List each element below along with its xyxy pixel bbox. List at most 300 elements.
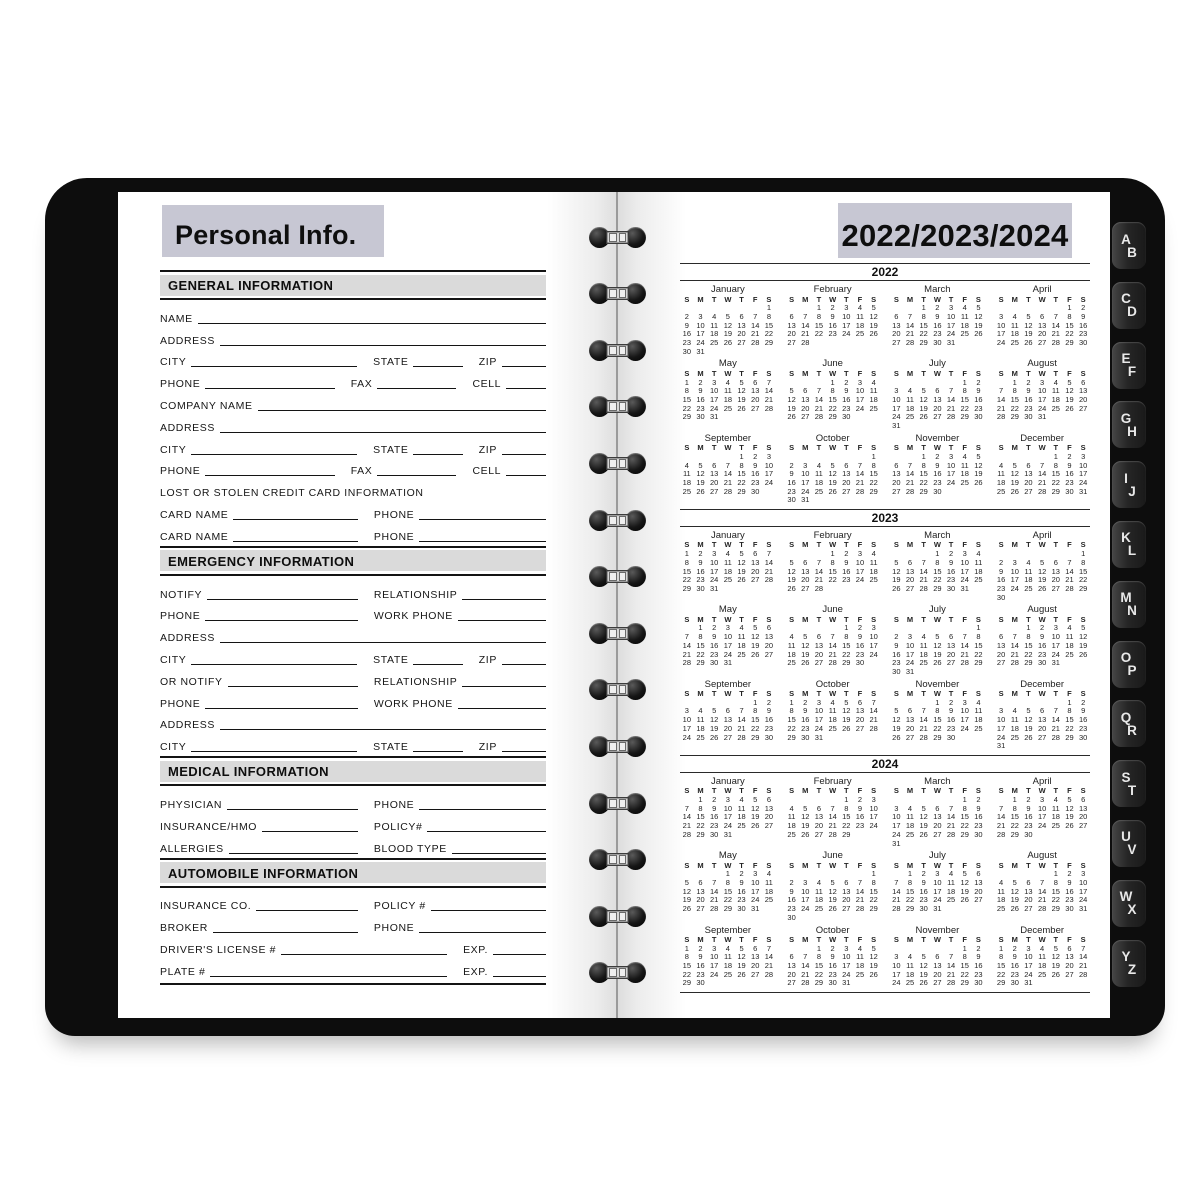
day-cell: 28	[919, 583, 928, 593]
month-grid	[785, 787, 881, 839]
month-january-2024	[680, 777, 776, 848]
field-label: EXP.	[463, 943, 489, 956]
day-cell: 20	[933, 821, 942, 831]
day-cell: 14	[855, 886, 865, 896]
field-label: STATE	[373, 741, 409, 754]
month-name: December	[1020, 924, 1065, 936]
day-cell: 29	[933, 732, 942, 742]
weekday-header: M	[906, 294, 914, 304]
day-cell: 30	[682, 346, 691, 356]
day-cell: 28	[1010, 658, 1019, 668]
day-cell: 18	[723, 566, 733, 576]
day-cell: 13	[1024, 886, 1033, 896]
tab-letter: K	[1121, 530, 1131, 546]
weekday-header: S	[998, 689, 1004, 699]
form-field	[160, 843, 358, 855]
month-grid	[680, 541, 776, 593]
day-cell: 26	[682, 904, 691, 914]
form-field	[160, 821, 358, 833]
day-cell: 5	[1053, 943, 1058, 953]
month-grid	[680, 444, 776, 496]
day-cell: 26	[787, 412, 796, 422]
day-cell: 6	[1081, 377, 1086, 387]
day-cell: 7	[1053, 706, 1058, 716]
day-cell: 23	[828, 329, 837, 339]
day-cell: 3	[948, 303, 954, 313]
day-cell: 5	[1040, 557, 1045, 567]
months-row	[680, 285, 1090, 356]
day-cell: 3	[871, 795, 876, 805]
day-cell: 3	[962, 549, 967, 559]
day-cell: 26	[974, 477, 983, 487]
day-cell: 9	[789, 469, 794, 479]
day-cell: 22	[1065, 723, 1074, 733]
day-cell: 22	[682, 969, 691, 979]
day-cell: 22	[1010, 403, 1019, 413]
weekday-header: S	[975, 443, 981, 453]
month-name: September	[704, 924, 752, 936]
day-cell: 10	[696, 320, 705, 330]
blank-line	[462, 686, 546, 687]
weekday-header: S	[684, 540, 690, 550]
form-field	[373, 741, 463, 753]
weekday-header: S	[766, 614, 772, 624]
weekday-header: W	[724, 614, 732, 624]
day-cell: 25	[974, 723, 983, 733]
weekday-header: F	[857, 689, 863, 699]
day-cell: 4	[857, 303, 863, 313]
form-row	[160, 666, 546, 688]
form-field	[351, 378, 457, 390]
form-row	[160, 390, 546, 412]
section-title: GENERAL INFORMATION	[160, 275, 546, 296]
day-cell: 12	[960, 878, 969, 888]
field-label: PHONE	[160, 610, 201, 623]
day-cell: 7	[816, 557, 822, 567]
day-cell: 28	[1037, 904, 1047, 914]
day-cell: 22	[905, 895, 915, 905]
weekday-header: S	[684, 614, 690, 624]
day-cell: 10	[905, 640, 915, 650]
weekday-header: T	[921, 689, 926, 699]
weekday-header: S	[684, 443, 690, 453]
blank-line	[377, 388, 456, 389]
day-cell: 2	[1026, 795, 1031, 805]
day-cell: 2	[948, 697, 954, 707]
day-cell: 4	[976, 697, 981, 707]
day-cell: 25	[723, 575, 733, 585]
month-august-2023	[994, 605, 1090, 676]
weekday-header: S	[684, 368, 690, 378]
day-cell: 5	[921, 386, 926, 396]
months-row	[680, 531, 1090, 602]
day-cell: 25	[723, 969, 733, 979]
section-header	[160, 858, 546, 888]
day-cell: 26	[919, 829, 928, 839]
tab-letter: A	[1121, 231, 1131, 247]
day-cell: 7	[684, 632, 689, 642]
day-cell: 7	[1040, 878, 1045, 888]
day-cell: 8	[962, 952, 967, 962]
day-cell: 15	[682, 961, 691, 971]
day-cell: 20	[751, 394, 760, 404]
day-cell: 28	[751, 337, 760, 347]
day-cell: 3	[894, 803, 899, 813]
day-cell: 11	[737, 632, 746, 642]
field-label: INSURANCE/HMO	[160, 820, 258, 833]
weekday-header: M	[906, 614, 914, 624]
weekday-header: S	[871, 443, 877, 453]
day-cell: 4	[1026, 557, 1031, 567]
weekday-header: M	[1011, 935, 1018, 944]
day-cell: 3	[712, 377, 717, 387]
weekday-header: W	[829, 540, 837, 550]
day-cell: 15	[1010, 812, 1019, 822]
day-cell: 27	[751, 969, 760, 979]
day-cell: 3	[948, 451, 954, 461]
blank-line	[228, 686, 358, 687]
day-cell: 13	[905, 566, 915, 576]
month-grid	[785, 541, 881, 593]
day-cell: 3	[766, 451, 771, 461]
day-cell: 2	[739, 869, 744, 879]
day-cell: 10	[996, 320, 1006, 330]
day-cell: 20	[1024, 895, 1033, 905]
day-cell: 10	[710, 557, 719, 567]
day-cell: 22	[869, 477, 878, 487]
day-cell: 10	[933, 878, 942, 888]
weekday-header: T	[921, 614, 926, 624]
weekday-header: F	[752, 935, 758, 944]
day-cell: 23	[919, 895, 928, 905]
calendar-page	[617, 192, 1110, 1018]
form-row	[160, 789, 546, 811]
day-cell: 28	[855, 486, 865, 496]
day-cell: 7	[1012, 632, 1017, 642]
day-cell: 31	[892, 838, 901, 848]
day-cell: 18	[696, 723, 705, 733]
day-cell: 8	[1026, 632, 1031, 642]
day-cell: 24	[842, 969, 851, 979]
day-cell: 8	[1012, 386, 1017, 396]
weekday-header: W	[933, 689, 941, 699]
day-cell: 3	[803, 878, 808, 888]
day-cell: 24	[1078, 895, 1088, 905]
day-cell: 24	[710, 403, 719, 413]
day-cell: 31	[710, 583, 719, 593]
day-cell: 28	[919, 732, 928, 742]
personal-info-page	[118, 192, 617, 1018]
day-cell: 1	[935, 549, 940, 559]
day-cell: 18	[764, 886, 774, 896]
day-cell: 23	[946, 575, 956, 585]
day-cell: 25	[1010, 337, 1019, 347]
day-cell: 25	[1065, 649, 1074, 659]
month-september-2024	[680, 926, 776, 989]
weekday-header: S	[871, 689, 877, 699]
weekday-header: T	[711, 443, 717, 453]
day-cell: 10	[855, 557, 865, 567]
day-cell: 6	[1040, 706, 1045, 716]
day-cell: 20	[1065, 961, 1074, 971]
day-cell: 7	[857, 460, 863, 470]
day-cell: 14	[814, 394, 824, 404]
form-field	[160, 589, 358, 601]
day-cell: 1	[844, 623, 849, 633]
day-cell: 23	[682, 337, 691, 347]
day-cell: 4	[1012, 311, 1017, 321]
day-cell: 3	[1026, 943, 1031, 953]
month-grid	[680, 690, 776, 742]
day-cell: 1	[871, 869, 876, 879]
month-name: August	[1027, 850, 1057, 862]
day-cell: 2	[698, 377, 703, 387]
day-cell: 31	[946, 337, 956, 347]
day-cell: 17	[892, 403, 901, 413]
form-field	[374, 509, 546, 521]
month-grid	[994, 936, 1090, 988]
day-cell: 6	[976, 869, 981, 879]
day-cell: 11	[960, 311, 969, 321]
day-cell: 28	[764, 575, 774, 585]
weekday-header: M	[1011, 614, 1018, 624]
day-cell: 10	[1037, 803, 1047, 813]
day-cell: 13	[764, 803, 774, 813]
day-cell: 28	[1065, 583, 1074, 593]
month-name: August	[1027, 604, 1057, 616]
day-cell: 19	[1065, 812, 1074, 822]
day-cell: 19	[751, 812, 760, 822]
day-cell: 2	[857, 623, 863, 633]
day-cell: 26	[933, 658, 942, 668]
day-cell: 25	[814, 486, 824, 496]
day-cell: 29	[869, 904, 878, 914]
day-cell: 8	[1067, 706, 1072, 716]
day-cell: 12	[828, 469, 837, 479]
day-cell: 9	[712, 803, 717, 813]
weekday-header: F	[962, 689, 968, 699]
weekday-header: W	[933, 614, 941, 624]
weekday-header: M	[802, 614, 809, 624]
day-cell: 27	[1037, 337, 1047, 347]
day-cell: 21	[892, 895, 901, 905]
weekday-header: S	[789, 443, 795, 453]
day-cell: 19	[1024, 329, 1033, 339]
weekday-header: T	[1053, 786, 1059, 796]
weekday-header: W	[829, 294, 837, 304]
month-grid	[680, 936, 776, 988]
day-cell: 7	[753, 311, 758, 321]
day-cell: 4	[871, 549, 876, 559]
year-2024	[680, 755, 1090, 988]
month-november-2022	[890, 434, 986, 505]
day-cell: 24	[710, 575, 719, 585]
day-cell: 3	[1081, 451, 1086, 461]
blank-line	[458, 620, 546, 621]
day-cell: 28	[1051, 732, 1060, 742]
day-cell: 7	[999, 386, 1004, 396]
day-cell: 26	[801, 829, 810, 839]
section-header	[160, 270, 546, 300]
blank-line	[452, 853, 546, 854]
day-cell: 30	[933, 486, 942, 496]
blank-line	[502, 366, 546, 367]
day-cell: 30	[974, 978, 983, 988]
day-cell: 7	[725, 460, 730, 470]
day-cell: 6	[725, 706, 730, 716]
day-cell: 28	[892, 904, 901, 914]
day-cell: 3	[935, 869, 940, 879]
field-label: ADDRESS	[160, 719, 215, 732]
form-field	[374, 589, 546, 601]
blank-line	[493, 976, 546, 977]
tab-letter: Z	[1127, 962, 1137, 978]
form-field	[472, 465, 546, 477]
form-field	[374, 610, 546, 622]
weekday-header: F	[857, 786, 863, 796]
day-cell: 11	[765, 878, 773, 888]
weekday-header: S	[1080, 614, 1086, 624]
day-cell: 3	[684, 706, 689, 716]
day-cell: 8	[789, 706, 794, 716]
day-cell: 27	[1065, 969, 1074, 979]
blank-line	[413, 454, 462, 455]
day-cell: 26	[723, 337, 733, 347]
tab-letter: R	[1127, 722, 1137, 738]
day-cell: 20	[764, 640, 774, 650]
day-cell: 17	[764, 469, 774, 479]
day-cell: 8	[935, 706, 940, 716]
day-cell: 4	[1067, 623, 1072, 633]
day-cell: 9	[921, 878, 926, 888]
day-cell: 17	[855, 394, 865, 404]
day-cell: 14	[855, 469, 865, 479]
day-cell: 31	[710, 412, 719, 422]
day-cell: 1	[753, 697, 758, 707]
day-cell: 2	[1012, 943, 1017, 953]
day-cell: 31	[996, 741, 1006, 751]
weekday-header: M	[802, 689, 809, 699]
day-cell: 10	[892, 961, 901, 971]
day-cell: 3	[712, 943, 717, 953]
day-cell: 10	[869, 632, 878, 642]
day-cell: 23	[974, 403, 983, 413]
form-field	[351, 465, 457, 477]
month-february-2022	[785, 285, 881, 356]
day-cell: 17	[751, 886, 760, 896]
weekday-header: W	[933, 443, 941, 453]
day-cell: 22	[828, 403, 837, 413]
day-cell: 9	[894, 640, 899, 650]
day-cell: 20	[751, 566, 760, 576]
field-label: PHONE	[160, 378, 201, 391]
day-cell: 3	[753, 869, 758, 879]
day-cell: 3	[962, 697, 967, 707]
day-cell: 13	[842, 886, 851, 896]
day-cell: 19	[723, 329, 733, 339]
field-label: FAX	[350, 465, 373, 478]
day-cell: 31	[696, 346, 705, 356]
day-cell: 11	[1010, 320, 1019, 330]
form-field	[160, 966, 447, 978]
day-cell: 29	[905, 904, 915, 914]
month-grid	[785, 370, 881, 422]
day-cell: 31	[814, 732, 824, 742]
weekday-header: T	[844, 614, 849, 624]
weekday-header: W	[1038, 689, 1046, 699]
day-cell: 5	[739, 377, 744, 387]
weekday-header: S	[1080, 786, 1086, 796]
day-cell: 9	[712, 632, 717, 642]
weekday-header: F	[962, 614, 968, 624]
day-cell: 11	[1038, 952, 1047, 962]
weekday-header: S	[1080, 935, 1086, 944]
day-cell: 1	[976, 623, 981, 633]
day-cell: 13	[1078, 386, 1088, 396]
day-cell: 14	[723, 469, 733, 479]
day-cell: 5	[871, 303, 876, 313]
weekday-header: T	[948, 614, 954, 624]
day-cell: 26	[737, 969, 746, 979]
day-cell: 2	[935, 303, 940, 313]
day-cell: 15	[1010, 394, 1019, 404]
day-cell: 14	[946, 812, 956, 822]
form-row	[160, 891, 546, 913]
tab-letter: P	[1127, 663, 1137, 679]
day-cell: 27	[764, 649, 774, 659]
day-cell: 3	[857, 549, 863, 559]
blank-line	[233, 519, 358, 520]
form-row	[160, 434, 546, 456]
day-cell: 6	[1067, 943, 1072, 953]
day-cell: 21	[682, 821, 691, 831]
day-cell: 28	[682, 658, 691, 668]
day-cell: 27	[814, 658, 824, 668]
month-grid	[994, 296, 1090, 348]
form-field	[160, 944, 447, 956]
day-cell: 16	[828, 320, 837, 330]
day-cell: 22	[960, 969, 969, 979]
field-label: EXP.	[463, 965, 489, 978]
day-cell: 16	[696, 961, 705, 971]
day-cell: 14	[814, 566, 824, 576]
day-cell: 11	[869, 386, 878, 396]
form-field	[160, 632, 546, 644]
blank-line	[502, 751, 546, 752]
day-cell: 4	[1040, 943, 1045, 953]
day-cell: 16	[1065, 886, 1074, 896]
day-cell: 3	[907, 632, 913, 642]
day-cell: 15	[933, 715, 942, 725]
weekday-header: T	[739, 689, 744, 699]
day-cell: 13	[787, 961, 796, 971]
day-cell: 17	[960, 715, 969, 725]
weekday-header: T	[921, 368, 926, 378]
day-cell: 18	[828, 715, 837, 725]
day-cell: 28	[764, 969, 774, 979]
day-cell: 31	[1051, 658, 1060, 668]
weekday-header: M	[697, 294, 704, 304]
day-cell: 7	[766, 377, 771, 387]
day-cell: 27	[787, 337, 796, 347]
weekday-header: F	[857, 540, 863, 550]
day-cell: 28	[1078, 969, 1088, 979]
day-cell: 15	[974, 640, 983, 650]
day-cell: 13	[787, 320, 796, 330]
months-row	[680, 926, 1090, 989]
day-cell: 4	[1053, 795, 1058, 805]
day-cell: 25	[974, 575, 983, 585]
